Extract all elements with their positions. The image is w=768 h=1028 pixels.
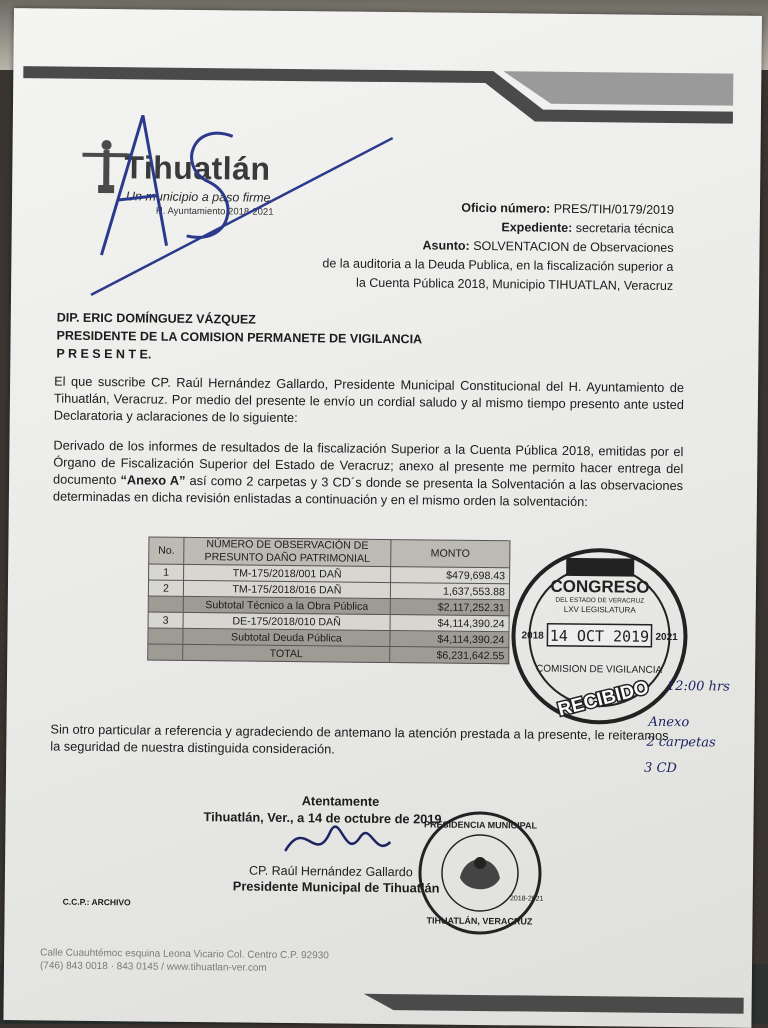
addressee-position: PRESIDENTE DE LA COMISION PERMANETE DE VIGILANCIA [56, 328, 423, 347]
ccp-archive: C.C.P.: ARCHIVO [62, 896, 131, 908]
expediente-line: Expediente: secretaria técnica [501, 220, 674, 237]
total-row [148, 644, 509, 664]
row-number [148, 644, 183, 660]
signature-scribble [275, 811, 396, 872]
row-number [148, 596, 183, 612]
footer-contact [40, 946, 329, 975]
row-observation: DE-175/2018/010 DAÑ [183, 612, 390, 630]
addressee-name: DIP. ERIC DOMÍNGUEZ VÁZQUEZ [56, 310, 256, 327]
handwritten-note-cds: 3 CD [644, 760, 677, 777]
row-amount: 1,637,553.88 [390, 583, 509, 600]
letter-page [3, 8, 762, 1028]
signer-title: Presidente Municipal de Tihuatlán [232, 878, 440, 896]
row-observation: TM-175/2018/001 DAÑ [184, 564, 391, 582]
municipal-seal [414, 807, 545, 938]
handwritten-note-folders: 2 carpetas [646, 734, 716, 751]
column-header-no: No. [149, 537, 184, 564]
addressee-block [56, 309, 422, 367]
footer-phone-web: (746) 843 0018 · 843 0145 / www.tihuatlan-ver.com [39, 960, 267, 974]
observations-table [147, 537, 510, 665]
svg-text:TIHUATLÁN, VERACRUZ: TIHUATLÁN, VERACRUZ [426, 915, 533, 927]
place-date: Tihuatlán, Ver., a 14 de octubre de 2019 [203, 809, 442, 827]
row-number: 1 [149, 564, 184, 580]
oficio-line: Oficio número: PRES/TIH/0179/2019 [461, 200, 675, 218]
svg-text:PRESIDENCIA MUNICIPAL: PRESIDENCIA MUNICIPAL [423, 819, 538, 831]
row-amount: $479,698.43 [391, 567, 510, 584]
row-amount: $2,117,252.31 [390, 599, 509, 616]
row-number: 2 [148, 580, 183, 596]
asunto-line: Asunto: SOLVENTACION de Observaciones [422, 238, 674, 256]
table-header-row [149, 537, 510, 568]
row-observation: Subtotal Deuda Pública [183, 628, 390, 646]
logo-tagline: Un municipio a paso firme [125, 189, 271, 205]
row-amount: $6,231,642.55 [390, 647, 509, 664]
svg-text:CONGRESO: CONGRESO [550, 576, 650, 597]
asunto-line-3: la Cuenta Pública 2018, Municipio TIHUATLAN, Veracruz [356, 275, 674, 294]
svg-text:2018: 2018 [521, 630, 544, 642]
row-amount: $4,114,390.24 [390, 631, 509, 648]
handwritten-note-annex: Anexo [648, 714, 690, 731]
svg-text:14 OCT 2019: 14 OCT 2019 [549, 626, 650, 646]
farewell: Atentamente [301, 793, 380, 809]
closing-paragraph: Sin otro particular a referencia y agradeciendo de antemano la atención prestada a la presente, le reiteramos la seguridad de nuestra distinguida consideración. [50, 721, 669, 757]
asunto-line-2: de la auditoria a la Deuda Publica, en la fiscalización superior a [322, 256, 674, 275]
svg-text:DEL ESTADO DE VERACRUZ: DEL ESTADO DE VERACRUZ [555, 596, 645, 605]
logo-wordmark: Tihuatlán [124, 149, 271, 187]
body-paragraph-2: Derivado de los informes de resultados de la fiscalización Superior a la Cuenta Pública 2018, emitidas por el Órgano de Fiscalización Superior del Estado de Veracruz; anexo al presente me permito hacer entrega del documento “Anexo A” así como 2 carpetas y 3 CD´s donde se presenta la Solventación a las observaciones determinadas en dicha revisión enlistadas a continuación y en el mismo orden la solventación: [52, 437, 684, 510]
logo-administration: H. Ayuntamiento 2018-2021 [155, 205, 274, 218]
svg-text:COMISION DE VIGILANCIA: COMISION DE VIGILANCIA [535, 663, 663, 676]
footer-band [364, 990, 744, 1018]
svg-text:LXV LEGISLATURA: LXV LEGISLATURA [563, 604, 636, 615]
body-paragraph-1: El que suscribe CP. Raúl Hernández Gallardo, Presidente Municipal Constitucional del H. Ayuntamiento de Tihuatlán, Veracruz. Por medio del presente le envío un cordial saludo y al mismo tiempo presento ante usted Declaratoria y aclaraciones de lo siguiente: [53, 373, 685, 426]
row-amount: $4,114,390.24 [390, 615, 509, 632]
reference-block [322, 197, 674, 296]
addressee-greeting: P R E S E N T E. [56, 346, 152, 362]
column-header-observation: NÚMERO DE OBSERVACIÓN DE PRESUNTO DAÑO PATRIMONIAL [184, 537, 391, 566]
row-observation: Subtotal Técnico a la Obra Pública [183, 596, 390, 614]
signer-name: CP. Raúl Hernández Gallardo [248, 863, 413, 880]
handwritten-time: 12:00 hrs [666, 678, 730, 695]
row-number: 3 [148, 612, 183, 628]
svg-text:RECIBIDO: RECIBIDO [555, 677, 651, 721]
column-header-amount: MONTO [391, 540, 510, 568]
row-observation: TOTAL [183, 644, 390, 662]
svg-text:2018-2021: 2018-2021 [509, 895, 544, 903]
row-number [148, 628, 183, 644]
svg-text:2021: 2021 [655, 631, 678, 644]
congress-received-stamp [507, 543, 694, 730]
footer-address: Calle Cuauhtémoc esquina Leona Vicario Col. Centro C.P. 92930 [40, 947, 329, 962]
row-observation: TM-175/2018/016 DAÑ [183, 580, 390, 598]
